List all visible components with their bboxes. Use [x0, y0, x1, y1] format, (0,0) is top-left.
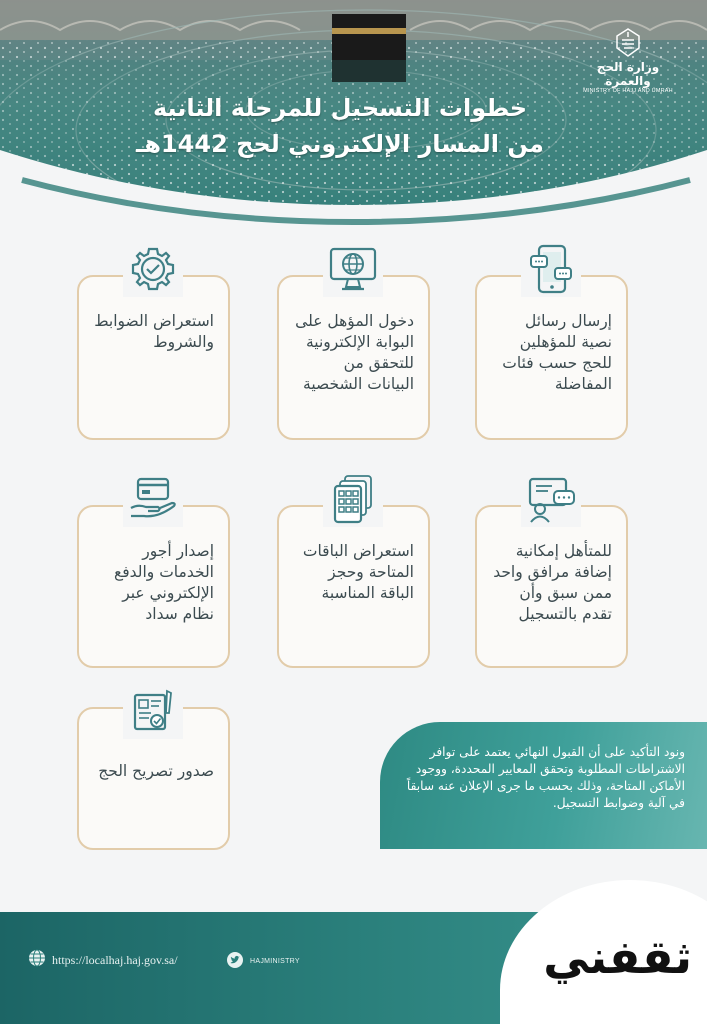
twitter-icon	[226, 951, 244, 971]
step-text: استعراض الضوابط والشروط	[94, 312, 214, 351]
permit-document-icon	[123, 683, 183, 739]
step-card-5	[277, 505, 430, 668]
step-text: إرسال رسائل نصية للمؤهلين للحج حسب فئات المفاضلة	[502, 312, 612, 393]
ministry-emblem-icon	[614, 28, 642, 58]
step-text: دخول المؤهل على البوابة الإلكترونية للتحقق من البيانات الشخصية	[295, 312, 414, 393]
twitter-link[interactable]	[226, 951, 300, 971]
title-line-2: من المسار الإلكتروني لحج 1442هـ	[136, 130, 544, 158]
ministry-logo	[573, 28, 683, 94]
step-card-4	[475, 505, 628, 668]
brand-watermark: ثقفني	[543, 930, 692, 984]
card-payment-icon	[123, 471, 183, 527]
title-line-1: خطوات التسجيل للمرحلة الثانية	[153, 94, 527, 122]
website-link[interactable]	[28, 949, 178, 971]
step-card-2	[277, 275, 430, 440]
page-title	[120, 90, 560, 162]
twitter-handle: HAJMINISTRY	[250, 957, 300, 965]
step-text: صدور تصريح الحج	[98, 762, 214, 780]
step-text: للمتأهل إمكانية إضافة مرافق واحد ممن سبق وأن تقدم بالتسجيل	[493, 542, 612, 623]
note-text: ونود التأكيد على أن القبول النهائي يعتمد على توافر الاشتراطات المطلوبة وتحقق المعايير المحددة، ووجود الأماكن المتاحة، وذلك بحسب ما جرى الإعلان عنه سابقاً في آلية وضوابط التسجيل.	[406, 745, 685, 810]
gear-check-icon	[123, 241, 183, 297]
mobile-message-icon	[521, 241, 581, 297]
step-card-3	[77, 275, 230, 440]
globe-icon	[28, 949, 46, 971]
logo-arabic-text: وزارة الحج والعمرة	[596, 60, 660, 88]
step-card-6	[77, 505, 230, 668]
header-banner	[0, 0, 707, 235]
web-portal-icon	[323, 241, 383, 297]
step-card-1	[475, 275, 628, 440]
companion-chat-icon	[521, 471, 581, 527]
packages-icon	[323, 471, 383, 527]
logo-english-text: MINISTRY OF HAJJ AND UMRAH	[583, 88, 673, 94]
step-text: استعراض الباقات المتاحة وحجز الباقة المناسبة	[302, 542, 414, 602]
website-url: https://localhaj.haj.gov.sa/	[52, 952, 178, 967]
step-text: إصدار أجور الخدمات والدفع الإلكتروني عبر نظام سداد	[113, 542, 214, 623]
eligibility-note	[380, 722, 707, 849]
